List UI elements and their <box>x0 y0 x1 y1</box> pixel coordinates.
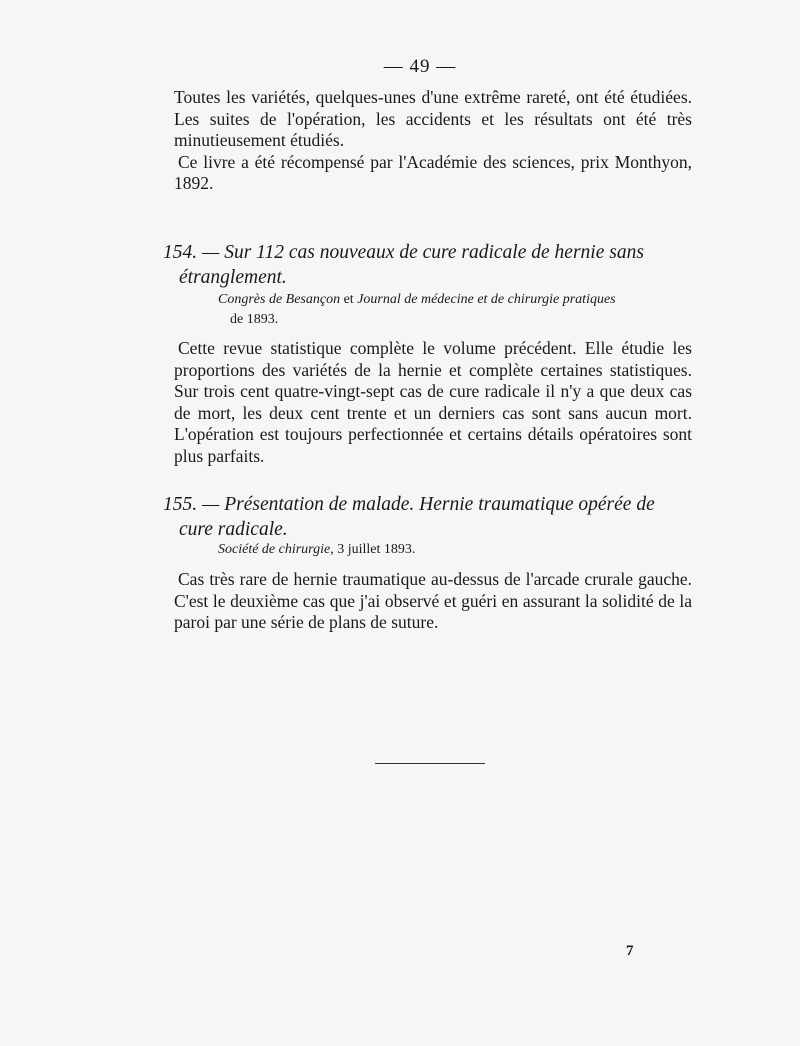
signature-mark: 7 <box>626 943 634 959</box>
intro-line-2: Les suites de l'opération, les accidents et les résultats ont été très minutieusement étudiés. <box>174 108 692 150</box>
entry-154-body: Cette revue statistique complète le volume précédent. Elle étudie les proportions des variétés de la hernie et complète certaines statistiques. Sur trois cent quatre-vingt-sept cas de cure radicale il n'y a que deux cas de mort, les deux cent trente et un derniers cas sont sans aucun mort. L'opération est toujours perfectionnée et certains détails opératoires sont plus parfaits. <box>174 338 692 466</box>
entry-154-title-line2: étranglement. <box>179 267 287 288</box>
entry-155-source <box>218 540 415 560</box>
entry-154-source-part2: Journal de médecine et de chirurgie pratiques <box>357 292 616 307</box>
section-divider <box>375 763 485 764</box>
entry-154-title-line1: 154. — Sur 112 cas nouveaux de cure radicale de hernie sans <box>163 242 644 263</box>
entry-155-title-line1: 155. — Présentation de malade. Hernie traumatique opérée de <box>163 494 655 515</box>
entry-155-source-date: , 3 juillet 1893. <box>330 542 416 557</box>
intro-line-3: Ce livre a été récompensé par l'Académie des sciences, prix Monthyon, 1892. <box>174 151 692 193</box>
entry-155-title-line2: cure radicale. <box>179 519 288 540</box>
entry-154-source-connector: et <box>340 292 358 307</box>
entry-154-title <box>163 240 693 290</box>
entry-155-body: Cas très rare de hernie traumatique au-dessus de l'arcade crurale gauche. C'est le deuxième cas que j'ai observé et guéri en assurant la solidité de la paroi par une série de plans de suture. <box>174 569 692 632</box>
entry-155-title <box>163 492 693 542</box>
intro-paragraph <box>174 87 692 195</box>
entry-154-source-part1: Congrès de Besançon <box>218 292 341 307</box>
entry-154-source-year: de 1893. <box>230 312 279 327</box>
intro-line-1: Toutes les variétés, quelques-unes d'une extrême rareté, ont été étudiées. <box>174 87 692 107</box>
page-number: — 49 — <box>383 56 457 77</box>
entry-155-source-society: Société de chirurgie <box>218 542 331 557</box>
entry-154-source <box>218 290 698 330</box>
